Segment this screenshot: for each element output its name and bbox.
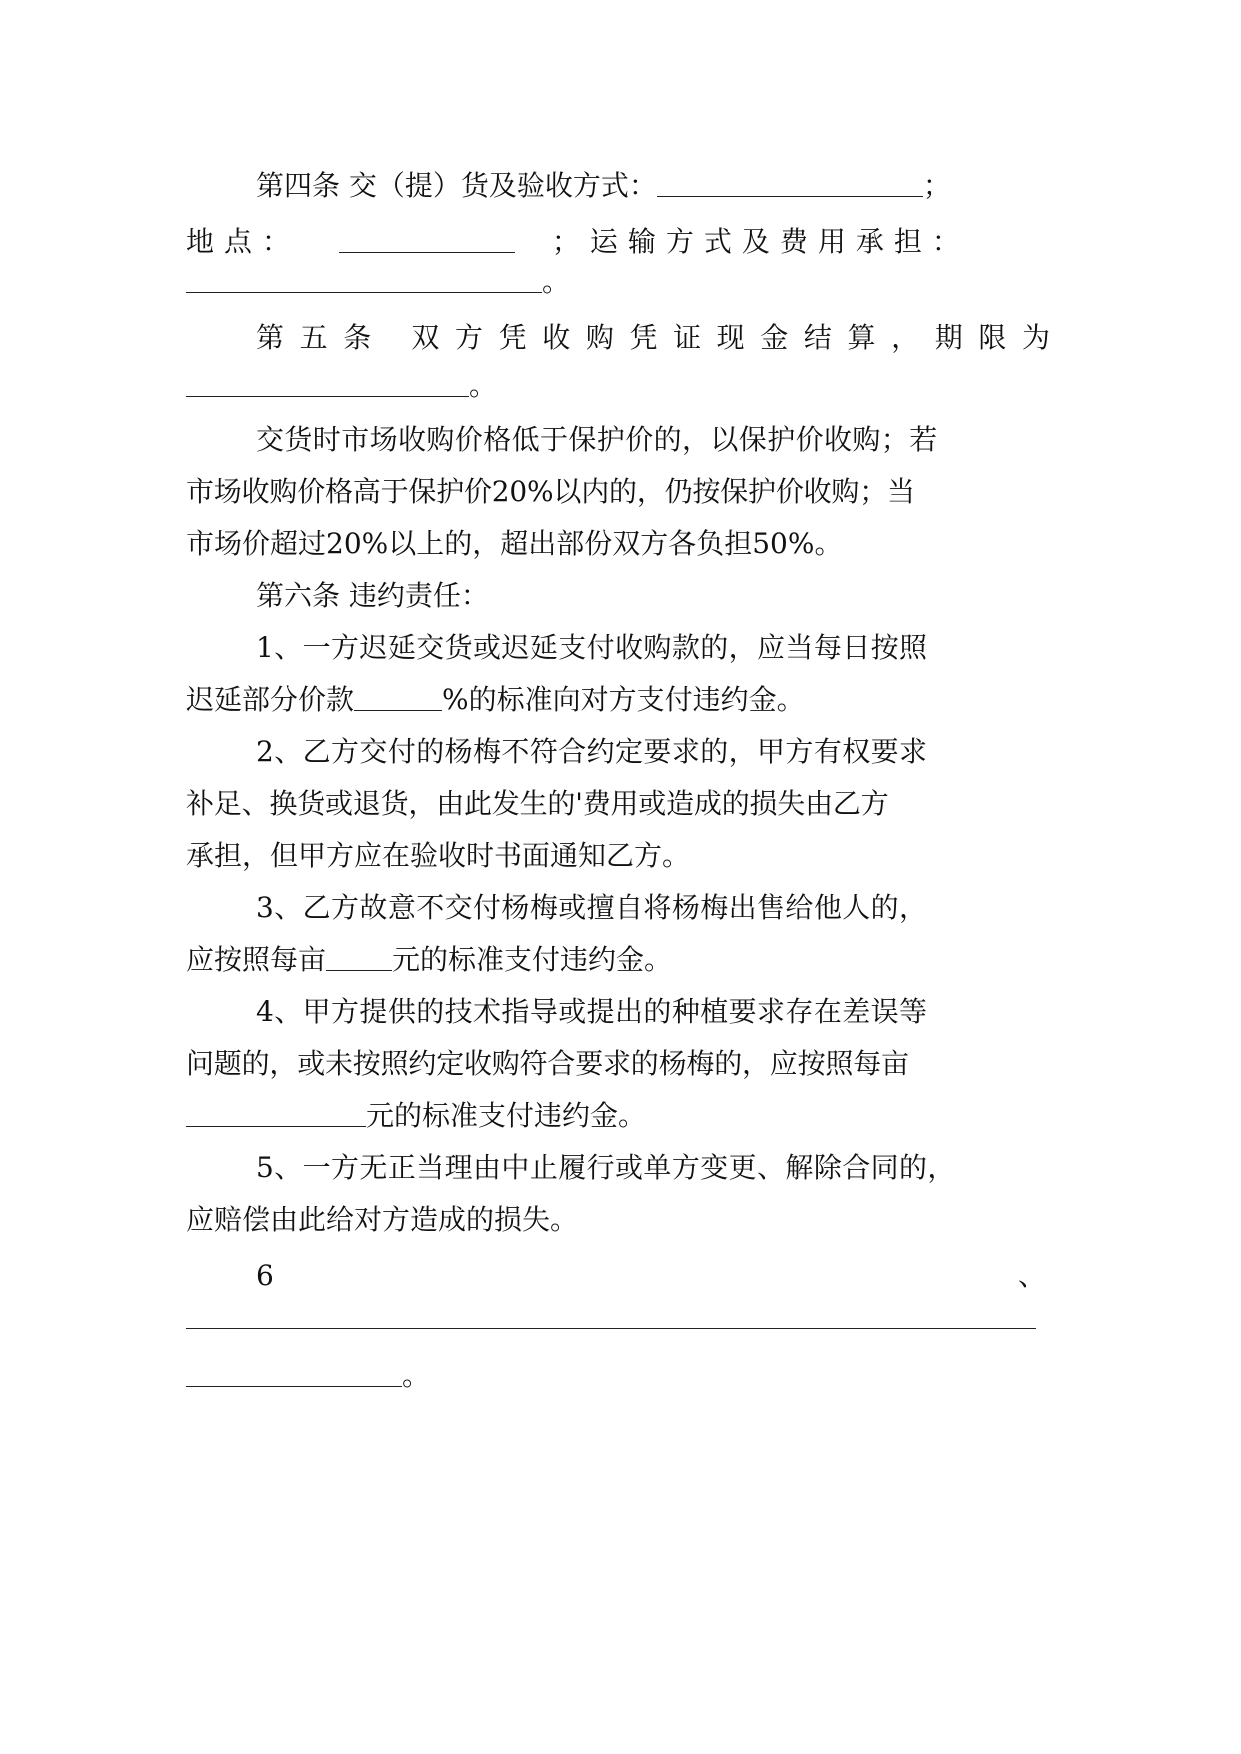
price-line-3: 市场价超过20%以上的，超出部份双方各负担50%。 — [186, 527, 843, 560]
article-6-heading: 第六条 违约责任： — [256, 579, 489, 612]
item-6-blank-2[interactable] — [186, 1358, 402, 1387]
article-5-line-2: 。 — [186, 366, 1056, 406]
transport-label: ；运输方式及费用承担： — [551, 225, 970, 258]
article-4-line-3: 。 — [186, 262, 1056, 302]
item-4-line-2: 问题的，或未按照约定收购符合要求的杨梅的，应按照每亩 — [186, 1047, 909, 1080]
article-4-heading: 第四条 交（提）货及验收方式： — [256, 169, 657, 202]
price-line-2: 市场收购价格高于保护价20%以内的，仍按保护价收购；当 — [186, 475, 915, 508]
settlement-period-blank[interactable] — [186, 368, 469, 397]
item-2-line-3: 承担，但甲方应在验收时书面通知乙方。 — [186, 839, 691, 872]
transport-cost-blank[interactable] — [186, 264, 542, 293]
article-4-line-2 — [186, 222, 1056, 262]
item-1-line-1: 1、一方迟延交货或迟延支付收购款的，应当每日按照 — [256, 631, 928, 664]
item-4-line-3: 元的标准支付违约金。 — [186, 1096, 1056, 1136]
item-6-line-3: 。 — [186, 1356, 1056, 1396]
penalty-per-mu-blank[interactable] — [326, 942, 392, 971]
item-3-line-2: 应按照每亩 元的标准支付违约金。 — [186, 943, 673, 976]
item-6-mark: 、 — [1018, 1259, 1047, 1292]
delivery-method-blank[interactable] — [657, 168, 923, 197]
item-3-line-1: 3、乙方故意不交付杨梅或擅自将杨梅出售给他人的， — [256, 891, 928, 924]
item-4-line-1: 4、甲方提供的技术指导或提出的种植要求存在差误等 — [256, 995, 928, 1028]
place-blank[interactable] — [339, 224, 515, 253]
penalty-percent-blank[interactable] — [354, 682, 442, 711]
item-1-line-2: 迟延部分价款 %的标准向对方支付违约金。 — [186, 683, 805, 716]
item-2-line-1: 2、乙方交付的杨梅不符合约定要求的，甲方有权要求 — [256, 735, 928, 768]
place-label: 地点： — [186, 225, 301, 258]
item-6-blank-1[interactable] — [186, 1300, 1036, 1329]
article-5-line-1: 第五条 双方凭收购凭证现金结算，期限为 — [256, 321, 1056, 354]
article-4-line-1: 第四条 交（提）货及验收方式： ； — [256, 169, 951, 202]
item-6-line-1 — [256, 1256, 1056, 1296]
item-5-line-1: 5、一方无正当理由中止履行或单方变更、解除合同的， — [256, 1151, 956, 1184]
item-5-line-2: 应赔偿由此给对方造成的损失。 — [186, 1203, 579, 1236]
price-line-1: 交货时市场收购价格低于保护价的，以保护价收购；若 — [256, 423, 938, 456]
item-2-line-2: 补足、换货或退货，由此发生的'费用或造成的损失由乙方 — [186, 787, 889, 820]
item-6-line-2 — [186, 1298, 1056, 1338]
tech-penalty-blank[interactable] — [186, 1098, 366, 1127]
item-6-number: 6 — [256, 1259, 274, 1292]
